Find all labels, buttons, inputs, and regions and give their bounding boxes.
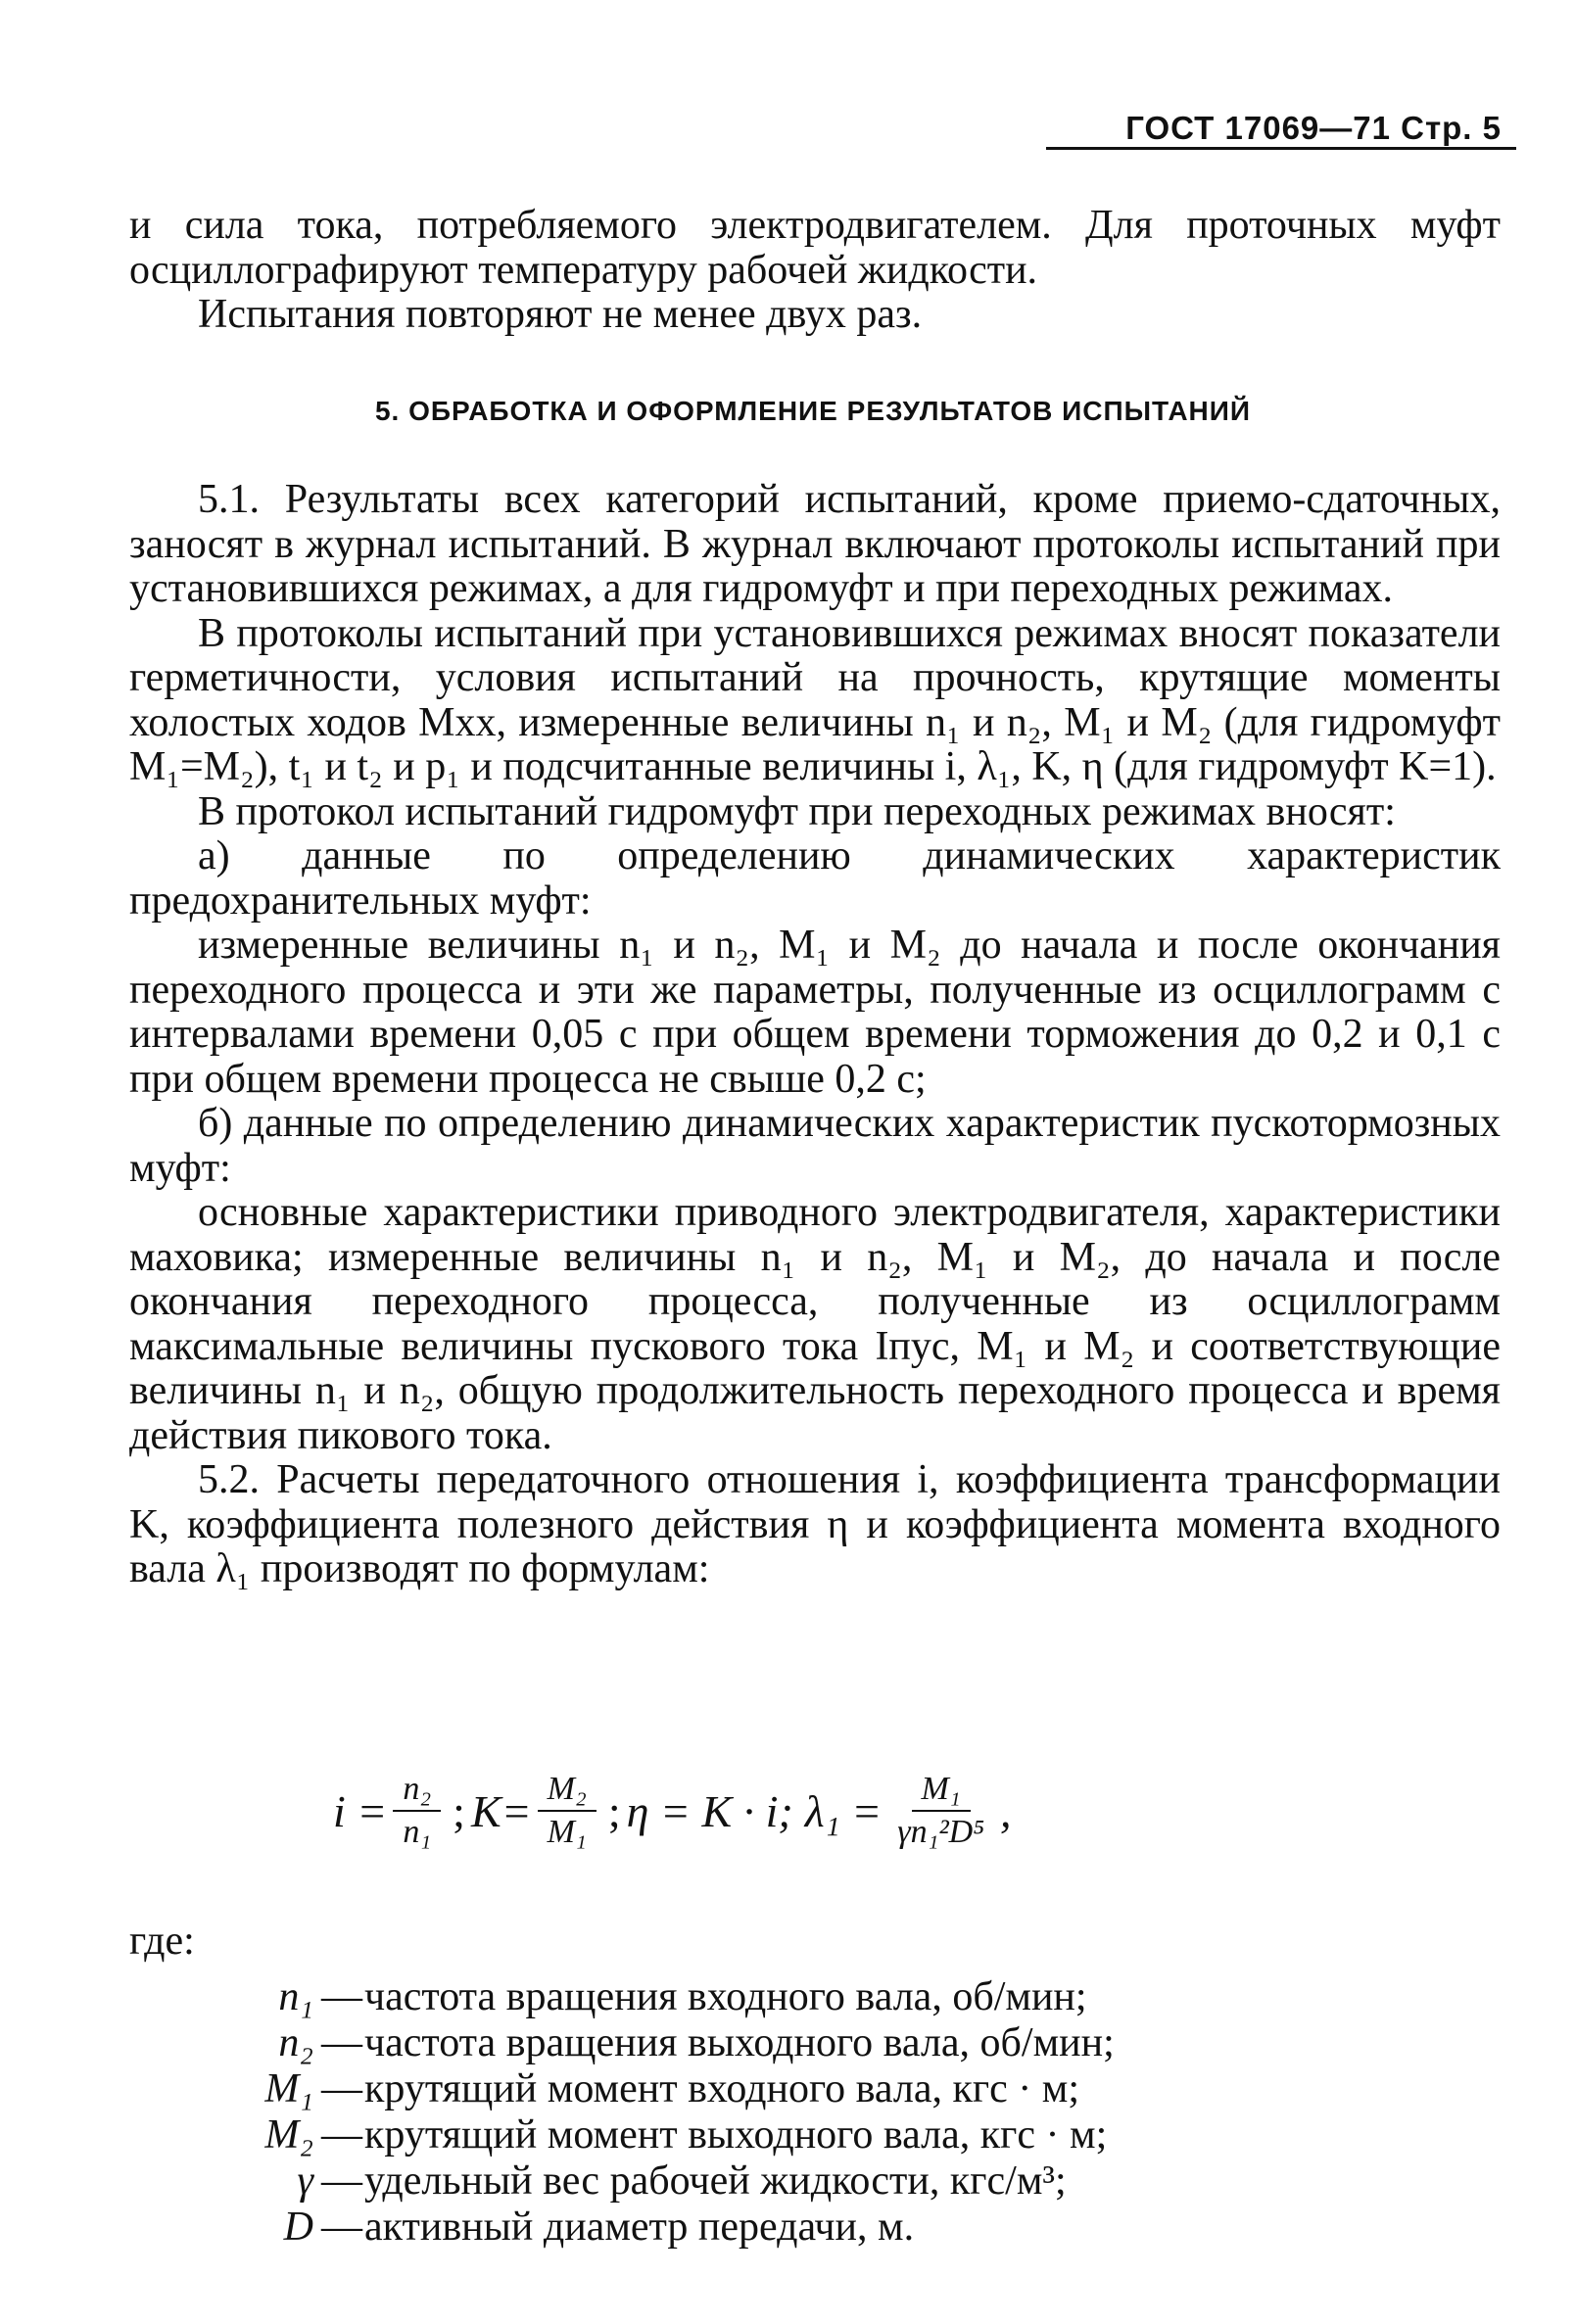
definition-dash: — xyxy=(321,2112,362,2158)
definition-dash: — xyxy=(321,2205,362,2250)
definition-row xyxy=(196,2066,1469,2112)
paragraph-item-a: а) данные по определению динамических характеристик предохранительных муфт: xyxy=(129,833,1501,924)
section-body xyxy=(129,478,1501,1592)
paragraph-5-1: 5.1. Результаты всех категорий испытаний, кроме приемо-сдаточных, заносят в журнал испытаний. В журнал включают протоколы испытаний при установившихся режимах, а для гидромуфт и при переходных режимах. xyxy=(129,477,1501,611)
formula-block xyxy=(333,1757,1312,1865)
definition-row xyxy=(196,2205,1469,2251)
formula-lambda-lhs: λ₁ = xyxy=(804,1785,883,1836)
paragraph-5-2: 5.2. Расчеты передаточного отношения i, коэффициента трансформации K, коэффициента полезного действия η и коэффициента момента входного вала λ₁ производят по формулам: xyxy=(129,1457,1501,1591)
definition-text: частота вращения выходного вала, об/мин; xyxy=(364,2020,1115,2065)
definition-symbol: n₂ xyxy=(278,2020,313,2065)
fraction-k xyxy=(538,1771,597,1851)
fraction-i-denominator: n₁ xyxy=(403,1814,432,1850)
definition-symbol: n₁ xyxy=(278,1974,313,2019)
definition-text: активный диаметр передачи, м. xyxy=(364,2205,915,2250)
fraction-lambda-denominator: γn₁²D⁵ xyxy=(897,1814,985,1850)
definition-text: крутящий момент входного вала, кгс · м; xyxy=(364,2066,1080,2111)
paragraph-item-a-detail: измеренные величины n₁ и n₂, M₁ и M₂ до начала и после окончания переходного процесса и эти же параметры, полученные из осциллограмм с интервалами времени 0,05 с при общем времени торможения до 0,2 и 0,1 с при общем времени процесса не свыше 0,2 с; xyxy=(129,923,1501,1102)
fraction-i-numerator: n₂ xyxy=(393,1771,441,1812)
definition-dash: — xyxy=(321,2066,362,2111)
definition-dash: — xyxy=(321,2158,362,2204)
formula-i-lhs: i = xyxy=(333,1785,388,1836)
definition-dash: — xyxy=(321,2020,362,2065)
formula-separator-2: ; xyxy=(607,1785,621,1836)
definition-symbol: D xyxy=(283,2205,313,2250)
formula-separator-1: ; xyxy=(453,1785,465,1836)
fraction-lambda-numerator: M₁ xyxy=(912,1771,971,1812)
intro-text xyxy=(129,204,1501,338)
formula-eta: η = K · i; xyxy=(626,1785,793,1836)
fraction-k-numerator: M₂ xyxy=(538,1771,597,1812)
definition-symbol: M₁ xyxy=(264,2066,313,2111)
paragraph-item-b: б) данные по определению динамических характеристик пускотормозных муфт: xyxy=(129,1101,1501,1191)
definition-text: удельный вес рабочей жидкости, кгс/м³; xyxy=(364,2158,1067,2204)
section-title: 5. ОБРАБОТКА И ОФОРМЛЕНИЕ РЕЗУЛЬТАТОВ ИСПЫТАНИЙ xyxy=(374,396,1252,426)
fraction-lambda xyxy=(887,1771,994,1851)
definition-text: частота вращения входного вала, об/мин; xyxy=(364,1974,1087,2019)
definition-symbol: γ xyxy=(297,2158,313,2204)
intro-paragraph-2: Испытания повторяют не менее двух раз. xyxy=(198,292,923,337)
header-rule xyxy=(1046,147,1516,150)
formula-k-lhs: K= xyxy=(470,1785,532,1836)
definition-row xyxy=(196,2112,1469,2158)
definition-text: крутящий момент выходного вала, кгс · м; xyxy=(364,2112,1108,2158)
definition-symbol: M₂ xyxy=(264,2112,313,2158)
definition-row xyxy=(196,2158,1469,2205)
definition-row xyxy=(196,2020,1469,2066)
page-header: ГОСТ 17069—71 Стр. 5 xyxy=(1125,110,1502,146)
intro-paragraph-1: и сила тока, потребляемого электродвигателем. Для проточных муфт осциллографируют температуру рабочей жидкости. xyxy=(129,203,1501,293)
formula-end: , xyxy=(1000,1785,1012,1836)
definition-row xyxy=(196,1974,1469,2020)
definitions-list xyxy=(196,1974,1469,2251)
paragraph-steady-modes: В протоколы испытаний при установившихся режимах вносят показатели герметичности, условия испытаний на прочность, крутящие моменты холостых ходов Mхх, измеренные величины n₁ и n₂, M₁ и M₂ (для гидромуфт M₁=M₂), t₁ и t₂ и p₁ и подсчитанные величины i, λ₁, K, η (для гидромуфт K=1). xyxy=(129,610,1501,789)
paragraph-transient-modes: В протокол испытаний гидромуфт при переходных режимах вносят: xyxy=(198,788,1396,834)
fraction-i xyxy=(393,1771,441,1851)
where-label: где: xyxy=(129,1919,195,1964)
definition-dash: — xyxy=(321,1974,362,2019)
paragraph-item-b-detail: основные характеристики приводного электродвигателя, характеристики маховика; измеренные величины n₁ и n₂, M₁ и M₂, до начала и после окончания переходного процесса, полученные из осциллограмм максимальные величины пускового тока Iпус, M₁ и M₂ и соответствующие величины n₁ и n₂, общую продолжительность переходного процесса и время действия пикового тока. xyxy=(129,1190,1501,1458)
fraction-k-denominator: M₁ xyxy=(547,1814,587,1850)
